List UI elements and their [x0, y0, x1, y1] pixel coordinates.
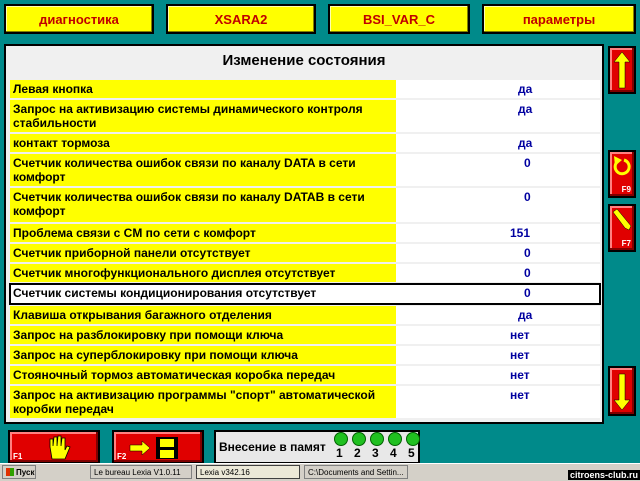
taskbar-item-lexia-desktop[interactable] [90, 465, 192, 479]
start-button[interactable] [2, 465, 36, 479]
led-icon [352, 432, 366, 446]
f7-key-label: F7 [621, 239, 631, 248]
windows-logo-icon [6, 468, 14, 476]
taskbar-item-label: Lexia v342.16 [200, 467, 250, 477]
arrow-up-icon [610, 48, 634, 92]
refresh-button[interactable] [608, 150, 636, 198]
led-number: 1 [336, 446, 343, 460]
table-row[interactable] [10, 188, 600, 222]
tab-vehicle-label: XSARA2 [214, 11, 268, 27]
row-value: 0 [398, 244, 600, 262]
panel-title: Изменение состояния [222, 51, 386, 69]
table-row[interactable] [10, 154, 600, 186]
row-value: нет [398, 366, 600, 384]
table-row[interactable] [10, 326, 600, 344]
save-button[interactable] [112, 430, 204, 464]
watermark: citroens-club.ru [569, 470, 638, 480]
taskbar-item-label: Le bureau Lexia V1.0.11 [94, 467, 181, 477]
row-label: Запрос на суперблокировку при помощи ключа [10, 346, 398, 364]
led-number: 4 [390, 446, 397, 460]
row-label: Левая кнопка [10, 80, 398, 98]
row-value: да [398, 80, 600, 98]
row-label: Счетчик системы кондиционирования отсутствует [10, 284, 398, 304]
row-label: Стояночный тормоз автоматическая коробка передач [10, 366, 398, 384]
row-value: 0 [398, 264, 600, 282]
tab-diagnostics[interactable] [4, 4, 154, 34]
f1-key-label: F1 [13, 452, 23, 461]
tab-ecu-label: BSI_VAR_C [362, 11, 435, 27]
table-row-selected[interactable] [10, 284, 600, 304]
hand-icon [38, 433, 78, 463]
led-number: 2 [354, 446, 361, 460]
save-disk-icon [128, 433, 188, 463]
row-label: Запрос на активизацию программы "спорт" автоматической коробки передач [10, 386, 398, 418]
tab-diagnostics-label: диагностика [39, 11, 119, 27]
tab-parameters-label: параметры [522, 11, 596, 27]
taskbar-item-explorer[interactable] [304, 465, 408, 479]
led-number: 3 [372, 446, 379, 460]
table-row[interactable] [10, 386, 600, 418]
row-label: Счетчик приборной панели отсутствует [10, 244, 398, 262]
taskbar-item-label: C:\Documents and Settin... [308, 467, 404, 477]
led-icon [334, 432, 348, 446]
state-change-panel [4, 44, 604, 424]
row-value: нет [398, 346, 600, 364]
row-value: нет [398, 326, 600, 344]
row-label: контакт тормоза [10, 134, 398, 152]
led-icon [406, 432, 420, 446]
edit-button[interactable] [608, 204, 636, 252]
table-row[interactable] [10, 134, 600, 152]
scroll-up-button[interactable] [608, 46, 636, 94]
row-label: Запрос на разблокировку при помощи ключа [10, 326, 398, 344]
table-row[interactable] [10, 264, 600, 282]
row-value: да [398, 134, 600, 152]
memory-indicator [214, 430, 420, 464]
tab-vehicle[interactable] [166, 4, 316, 34]
led-number: 5 [408, 446, 415, 460]
row-value: 151 [398, 224, 600, 242]
table-row[interactable] [10, 366, 600, 384]
memory-label: Внесение в памят [219, 440, 326, 454]
row-label: Запрос на активизацию системы динамического контроля стабильности [10, 100, 398, 132]
led-icon [370, 432, 384, 446]
table-row[interactable] [10, 224, 600, 242]
row-value: да [398, 100, 600, 132]
row-label: Проблема связи с CM по сети с комфорт [10, 224, 398, 242]
top-tab-bar [0, 0, 640, 40]
row-label: Счетчик многофункционального дисплея отсутствует [10, 264, 398, 282]
led-icon [388, 432, 402, 446]
f9-key-label: F9 [621, 185, 631, 194]
pencil-icon [610, 206, 634, 238]
table-row[interactable] [10, 306, 600, 324]
table-row[interactable] [10, 80, 600, 98]
row-value: 0 [398, 188, 600, 222]
f2-key-label: F2 [117, 452, 127, 461]
row-value: нет [398, 386, 600, 418]
arrow-down-icon [610, 368, 634, 414]
stop-button[interactable] [8, 430, 100, 464]
row-label: Счетчик количества ошибок связи по каналу DATA в сети комфорт [10, 154, 398, 186]
table-row[interactable] [10, 100, 600, 132]
scroll-down-button[interactable] [608, 366, 636, 416]
row-value: да [398, 306, 600, 324]
row-value: 0 [398, 284, 600, 304]
row-label: Счетчик количества ошибок связи по каналу DATAB в сети комфорт [10, 188, 398, 222]
row-label: Клавиша открывания багажного отделения [10, 306, 398, 324]
table-row[interactable] [10, 244, 600, 262]
row-value: 0 [398, 154, 600, 186]
refresh-icon [610, 152, 634, 184]
windows-taskbar [0, 463, 640, 481]
start-label: Пуск [16, 467, 35, 477]
tab-ecu[interactable] [328, 4, 470, 34]
tab-parameters[interactable] [482, 4, 636, 34]
table-row[interactable] [10, 346, 600, 364]
taskbar-item-lexia[interactable] [196, 465, 300, 479]
